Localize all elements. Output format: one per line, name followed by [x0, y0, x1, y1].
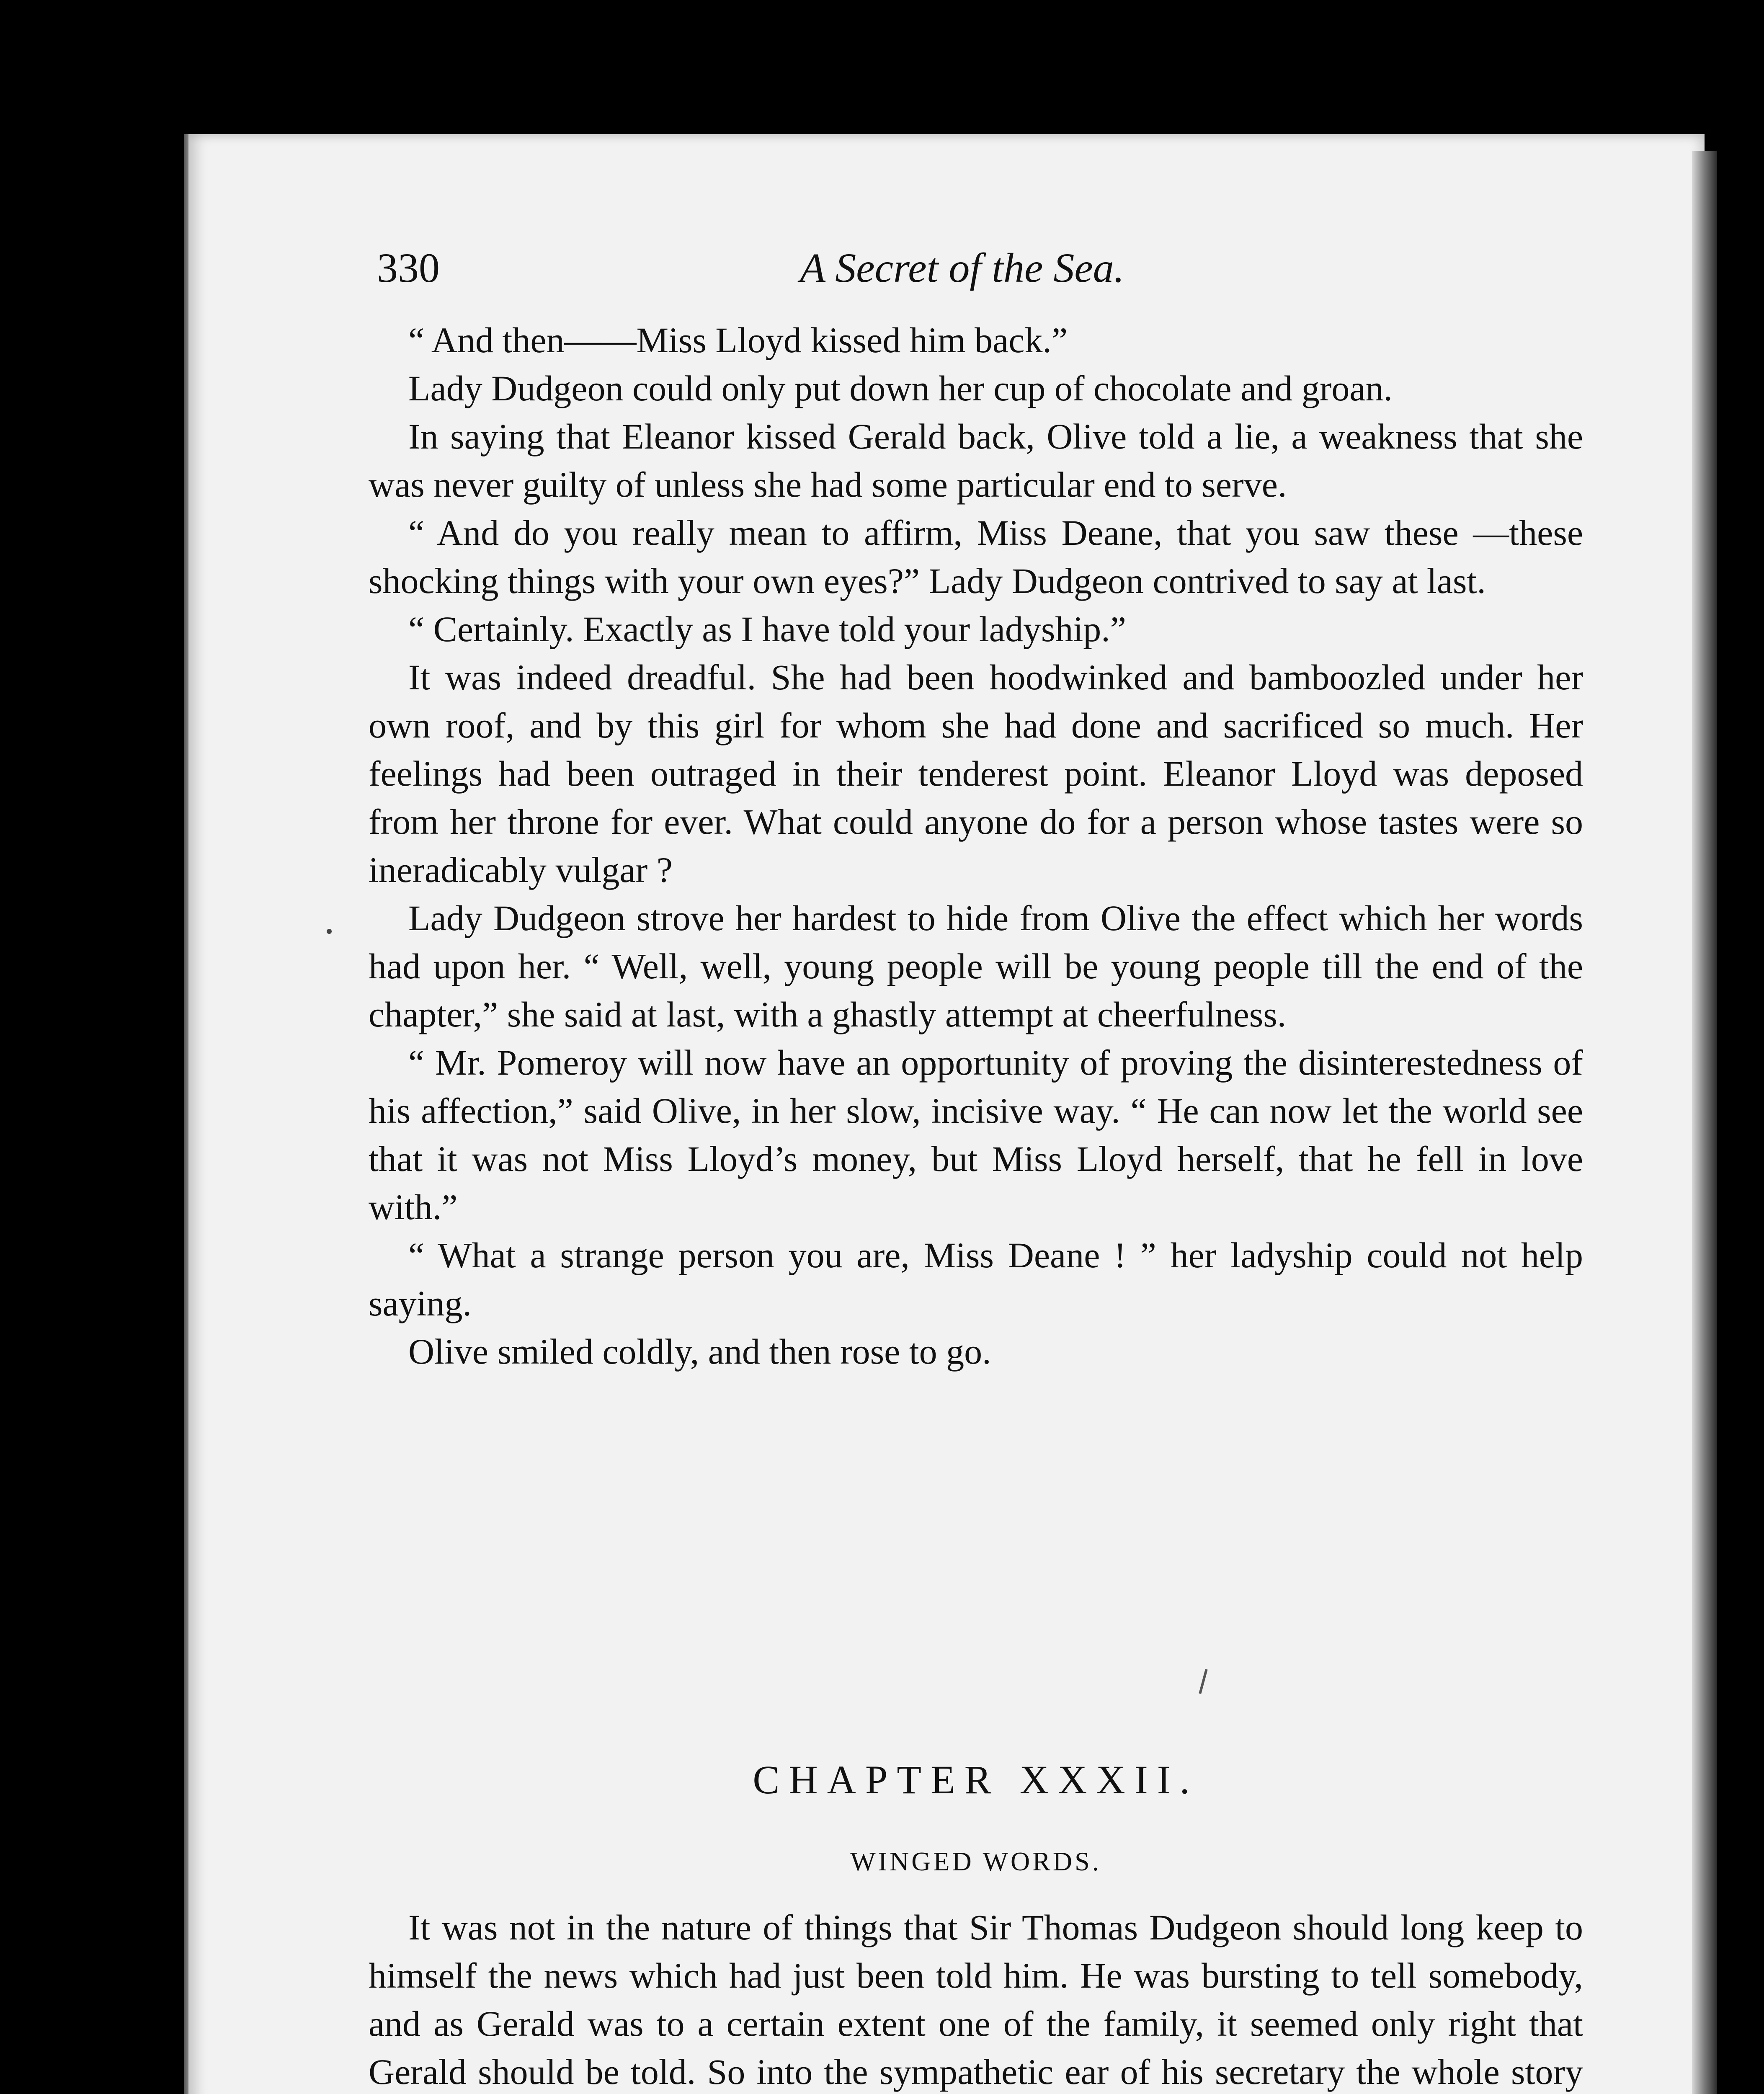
running-title: A Secret of the Sea. [800, 245, 1124, 291]
paragraph: It was not in the nature of things that Sir Thomas Dudgeon should long keep to himself the news which had just been told him. He was bursting to tell somebody, and as Gerald was to a certain extent one of the family, it seemed only right that Gerald should be told. So into the sympathetic ear of his secretary the whole story [369, 1907, 1583, 2092]
paragraph: Lady Dudgeon strove her hardest to hide from Olive the effect which her words had upon her. “ Well, well, young people will be young people till the end of the chapter,” she said at last, with a ghastly attempt at cheerfulness. [369, 898, 1583, 1034]
page-edge-shadow [1692, 151, 1717, 2094]
body-text [369, 316, 1583, 1376]
paragraph: It was indeed dreadful. She had been hoodwinked and bamboozled under her own roof, and by this girl for whom she had done and sacrificed so much. Her feelings had been outraged in their tenderest point. Eleanor Lloyd was deposed from her throne for ever. What could anyone do for a person whose tastes were so ineradicably vulgar ? [369, 657, 1583, 890]
paragraph: Lady Dudgeon could only put down her cup of chocolate and groan. [408, 368, 1393, 408]
chapter-heading: CHAPTER XXXII. [753, 1757, 1199, 1802]
page-number: 330 [377, 245, 440, 291]
paragraph: “ And then——Miss Lloyd kissed him back.” [408, 320, 1068, 360]
running-head [377, 241, 1591, 295]
chapter-body-text [369, 1903, 1583, 2094]
chapter-subtitle: WINGED WORDS. [850, 1846, 1101, 1876]
paragraph: In saying that Eleanor kissed Gerald back, Olive told a lie, a weakness that she was never guilty of unless she had some particular end to serve. [369, 416, 1583, 505]
paragraph: “ And do you really mean to affirm, Miss Deane, that you saw these —these shocking things with your own eyes?” Lady Dudgeon contrived to say at last. [369, 513, 1583, 601]
paragraph: “ Mr. Pomeroy will now have an opportunity of proving the disinterestedness of his affection,” said Olive, in her slow, incisive way. “ He can now let the world see that it was not Miss Lloyd’s money, but Miss Lloyd herself, that he fell in love with.” [369, 1042, 1583, 1227]
margin-speck [327, 929, 332, 934]
paragraph: Olive smiled coldly, and then rose to go. [408, 1331, 991, 1372]
paragraph: “ What a strange person you are, Miss Deane ! ” her ladyship could not help saying. [369, 1235, 1583, 1323]
paragraph: “ Certainly. Exactly as I have told your ladyship.” [408, 609, 1126, 649]
